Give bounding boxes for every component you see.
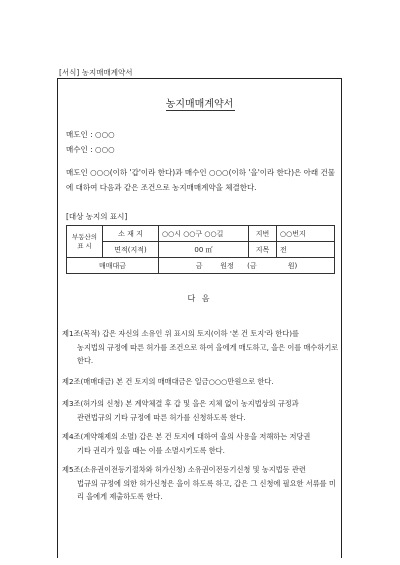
- article-5-first: 제5조(소유권이전등기절차와 허가신청) 소유권이전등기신청 및 농지법등 관련: [62, 465, 306, 474]
- price-label: 매매대금: [67, 258, 159, 274]
- article-2: [62, 375, 340, 389]
- lot-value: ○○번지: [277, 226, 335, 242]
- contract-document: [57, 78, 342, 558]
- table-row: [67, 258, 335, 274]
- buyer-line: 매수인 : ○○○: [66, 145, 115, 154]
- article-5-rest: 법규의 규정에 의한 허가신청은 을이 하도록 하고, 갑은 그 신청에 필요한 서류를 미리 을에게 제출하도록 한다.: [77, 478, 336, 501]
- article-1-rest: 농지법의 규정에 따른 허가를 조건으로 하여 을에게 매도하고, 을은 이를 매수하기로 한다.: [77, 342, 339, 365]
- article-2-first: 제2조(매매대금) 본 건 토지의 매매대금은 일금○○○만원으로 한다.: [62, 377, 274, 386]
- article-1: [62, 327, 340, 368]
- table-row: [67, 226, 335, 242]
- title-underline: [166, 110, 235, 111]
- lot-label: 지번: [249, 226, 277, 242]
- land-section-label: [대상 농지의 표시]: [66, 212, 128, 221]
- category-label: 지목: [249, 242, 277, 258]
- price-value: 금 원정 (금 원): [159, 258, 335, 274]
- table-row: [67, 242, 335, 258]
- seller-line: 매도인 : ○○○: [66, 130, 115, 139]
- location-label: 소 재 지: [103, 226, 159, 242]
- section-heading: 다 음: [187, 294, 212, 303]
- intro-paragraph: 매도인 ○○○(이하 '갑'이라 한다)과 매수인 ○○○(이하 '을'이라 한다)은 아래 건물에 대하여 다음과 같은 조건으로 농지매매계약을 체결한다.: [66, 168, 336, 192]
- category-value: 전: [277, 242, 335, 258]
- article-4-first: 제4조(계약해제의 소멸) 갑은 본 건 토지에 대하여 을의 사용을 저해하는 저당권: [62, 432, 311, 441]
- article-3: [62, 397, 340, 424]
- article-5: [62, 463, 340, 504]
- article-3-rest: 관련법규의 기타 규정에 따른 허가를 신청하도록 한다.: [77, 412, 246, 422]
- article-4-rest: 기타 권리가 있을 때는 이를 소멸시키도록 한다.: [77, 445, 225, 455]
- article-1-first: 제1조(목적) 갑은 자신의 소유인 위 표시의 토지(이하 '본 건 토지'라 한다)를: [62, 329, 299, 338]
- form-label: [서식] 농지매매계약서: [59, 68, 133, 77]
- row-header-property: 부동산의 표 시: [67, 226, 103, 258]
- area-label: 면적(지적): [103, 242, 159, 258]
- document-title: 농지매매계약서: [165, 99, 234, 110]
- article-4: [62, 430, 340, 457]
- article-3-first: 제3조(허가의 신청) 본 계약체결 후 갑 및 을은 지체 없이 농지법상의 규정과: [62, 399, 299, 408]
- land-table: [66, 225, 335, 274]
- location-value: ○○시 ○○구 ○○길: [159, 226, 249, 242]
- area-value: 00 ㎡: [159, 242, 249, 258]
